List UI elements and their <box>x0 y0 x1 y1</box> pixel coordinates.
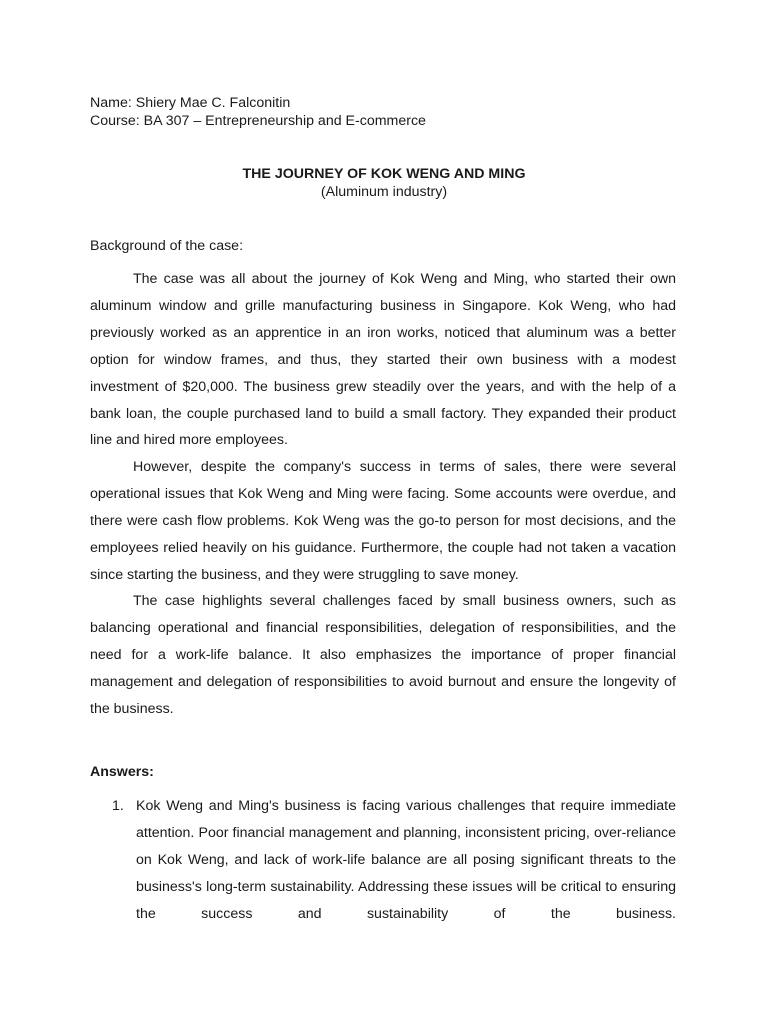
document-title: THE JOURNEY OF KOK WENG AND MING <box>242 166 526 182</box>
background-label: Background of the case: <box>90 238 244 254</box>
answer-text: Kok Weng and Ming's business is facing various challenges that require immediate attention. Poor financial management and planning, inconsistent pricing, over-reliance on Kok Weng, and lack of work-life balance are all posing significant threats to the business's long-term sustainability. Addressing these issues will be critical to ensuring the success and sustainability of the business. <box>136 798 676 922</box>
answer-number: 1. <box>112 798 124 814</box>
document-subtitle: (Aluminum industry) <box>320 184 448 200</box>
background-paragraph-2: However, despite the company's success in terms of sales, there were several operational issues that Kok Weng and Ming were facing. Some accounts were overdue, and there were cash flow problems. Kok Weng was the go-to person for most decisions, and the employees relied heavily on his guidance. Furthermore, the couple had not taken a vacation since starting the business, and they were struggling to save money. <box>90 459 676 583</box>
background-paragraph-1: The case was all about the journey of Kok Weng and Ming, who started their own aluminum window and grille manufacturing business in Singapore. Kok Weng, who had previously worked as an apprentice in an iron works, noticed that aluminum was a better option for window frames, and thus, they started their own business with a modest investment of $20,000. The business grew steadily over the years, and with the help of a bank loan, the couple purchased land to build a small factory. They expanded their product line and hired more employees. <box>90 271 676 449</box>
answers-heading: Answers: <box>90 764 154 780</box>
background-paragraph-3: The case highlights several challenges faced by small business owners, such as balancing operational and financial responsibilities, delegation of responsibilities, and the need for a work-life balance. It also emphasizes the importance of proper financial management and delegation of responsibilities to avoid burnout and ensure the longevity of the business. <box>90 593 676 717</box>
course-info: Course: BA 307 – Entrepreneurship and E-commerce <box>90 113 426 129</box>
author-name: Name: Shiery Mae C. Falconitin <box>90 95 291 111</box>
